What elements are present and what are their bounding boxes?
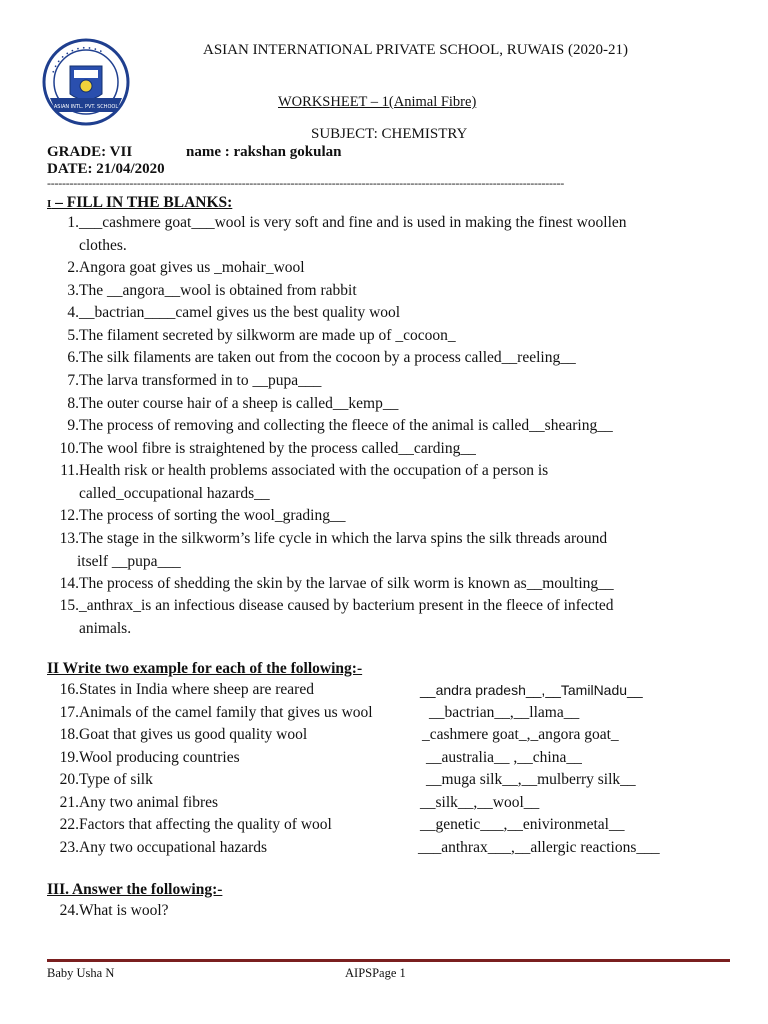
- section3-heading: III. Answer the following:-: [47, 881, 223, 898]
- item-number: 11.: [60, 462, 79, 479]
- school-name: ASIAN INTERNATIONAL PRIVATE SCHOOL, RUWAIS (2020-21): [203, 42, 628, 58]
- item-text: The outer course hair of a sheep is called__kemp__: [79, 395, 399, 412]
- item-number: 7.: [67, 372, 79, 389]
- item-question: Any two occupational hazards: [79, 839, 268, 856]
- answer-item: [48, 902, 169, 920]
- item-question: Goat that gives us good quality wool: [79, 726, 308, 743]
- item-number: 3.: [67, 282, 79, 299]
- fill-blank-item: [48, 372, 322, 390]
- item-text: The larva transformed in to __pupa___: [79, 372, 322, 389]
- student-name: name : rakshan gokulan: [186, 144, 342, 160]
- example-item: [48, 816, 332, 834]
- example-item: [48, 704, 373, 722]
- item-text: Health risk or health problems associated with the occupation of a person is: [79, 462, 549, 479]
- item-number: 10.: [59, 440, 79, 457]
- item-text: The stage in the silkworm’s life cycle in which the larva spins the silk threads around: [79, 530, 608, 547]
- item-text: The __angora__wool is obtained from rabbit: [79, 282, 357, 299]
- fill-blank-item: [48, 282, 357, 300]
- item-number: 5.: [67, 327, 79, 344]
- footer-rule: [47, 959, 730, 962]
- worksheet-title: WORKSHEET – 1(Animal Fibre): [278, 94, 477, 110]
- item-text: The wool fibre is straightened by the process called__carding__: [79, 440, 476, 457]
- item-text-continued: animals.: [79, 620, 132, 637]
- item-answer: _cashmere goat_,_angora goat_: [422, 726, 619, 743]
- item-number: 12.: [59, 507, 79, 524]
- item-answer: __australia__ ,__china__: [426, 749, 582, 766]
- example-item: [48, 771, 153, 789]
- school-logo: [40, 36, 132, 132]
- footer-author: Baby Usha N: [47, 966, 115, 980]
- item-question: Wool producing countries: [79, 749, 240, 766]
- item-question: Factors that affecting the quality of wool: [79, 816, 332, 833]
- item-text: The process of removing and collecting the fleece of the animal is called__shearing__: [79, 417, 613, 434]
- item-number: 8.: [67, 395, 79, 412]
- item-number: 15.: [59, 597, 79, 614]
- fill-blank-item: [48, 327, 456, 345]
- subject: SUBJECT: CHEMISTRY: [311, 126, 468, 142]
- fill-blank-item: [48, 575, 614, 593]
- fill-blank-item: [48, 395, 399, 413]
- item-text: The filament secreted by silkworm are made up of _cocoon_: [79, 327, 456, 344]
- item-answer: __andra pradesh__,__TamilNadu__: [420, 682, 643, 698]
- item-answer: __bactrian__,__llama__: [429, 704, 580, 721]
- item-text: _anthrax_is an infectious disease caused by bacterium present in the fleece of infected: [79, 597, 614, 614]
- item-question: What is wool?: [79, 902, 169, 919]
- item-number: 13.: [59, 530, 79, 547]
- item-answer: __silk__,__wool__: [420, 794, 540, 811]
- item-text: __bactrian____camel gives us the best quality wool: [79, 304, 401, 321]
- item-text-continued: called_occupational hazards__: [79, 485, 270, 502]
- fill-blank-item: [48, 507, 346, 525]
- item-question: States in India where sheep are reared: [79, 681, 314, 698]
- fill-blank-item: [48, 304, 401, 322]
- example-item: [48, 681, 314, 699]
- item-number: 6.: [67, 349, 79, 366]
- fill-blank-item: [48, 597, 614, 615]
- item-question: Animals of the camel family that gives us wool: [79, 704, 373, 721]
- example-item: [48, 839, 268, 857]
- item-text: ___cashmere goat___wool is very soft and fine and is used in making the finest woollen: [79, 214, 627, 231]
- example-item: [48, 726, 308, 744]
- item-number: 23.: [59, 839, 79, 856]
- footer-page: AIPSPage 1: [345, 966, 406, 980]
- item-number: 1.: [67, 214, 79, 231]
- item-text: The silk filaments are taken out from the cocoon by a process called__reeling__: [79, 349, 576, 366]
- item-question: Any two animal fibres: [79, 794, 219, 811]
- fill-blank-item: [48, 349, 576, 367]
- item-number: 17.: [59, 704, 79, 721]
- separator-line: ------------------------------------------------------------------------------------------------------------------------------------------: [47, 176, 564, 190]
- item-number: 9.: [67, 417, 79, 434]
- item-text: The process of shedding the skin by the larvae of silk worm is known as__moulting__: [79, 575, 614, 592]
- item-number: 19.: [59, 749, 79, 766]
- item-text: Angora goat gives us _mohair_wool: [79, 259, 305, 276]
- item-number: 2.: [67, 259, 79, 276]
- item-number: 14.: [59, 575, 79, 592]
- item-number: 16.: [59, 681, 79, 698]
- fill-blank-item: [48, 462, 549, 480]
- item-number: 18.: [59, 726, 79, 743]
- grade: GRADE: VII: [47, 144, 133, 160]
- fill-blank-item: [48, 530, 608, 548]
- section1-heading: [47, 194, 232, 212]
- svg-text:• • • • • • • • • • •: • • • • • • • • • • •: [50, 44, 104, 75]
- fill-blank-item: [48, 259, 305, 277]
- item-number: 20.: [59, 771, 79, 788]
- fill-blank-item: [48, 440, 476, 458]
- item-text-continued: itself __pupa___: [77, 553, 181, 570]
- item-answer: __genetic___,__enivironmetal__: [420, 816, 625, 833]
- fill-blank-item: [48, 417, 613, 435]
- example-item: [48, 794, 219, 812]
- date: DATE: 21/04/2020: [47, 161, 165, 177]
- example-item: [48, 749, 240, 767]
- item-number: 21.: [59, 794, 79, 811]
- item-question: Type of silk: [79, 771, 153, 788]
- item-text-continued: clothes.: [79, 237, 127, 254]
- item-answer: ___anthrax___,__allergic reactions___: [418, 839, 660, 856]
- item-number: 4.: [67, 304, 79, 321]
- section2-heading: II Write two example for each of the following:-: [47, 660, 363, 677]
- item-answer: __muga silk__,__mulberry silk__: [426, 771, 636, 788]
- section1-title: – FILL IN THE BLANKS:: [51, 194, 233, 211]
- item-number: 24.: [59, 902, 79, 919]
- logo-text: ASIAN INTL. PVT. SCHOOL: [53, 104, 119, 110]
- fill-blank-item: [48, 214, 627, 232]
- section1-prefix: I: [47, 198, 52, 210]
- item-text: The process of sorting the wool_grading__: [79, 507, 346, 524]
- item-number: 22.: [59, 816, 79, 833]
